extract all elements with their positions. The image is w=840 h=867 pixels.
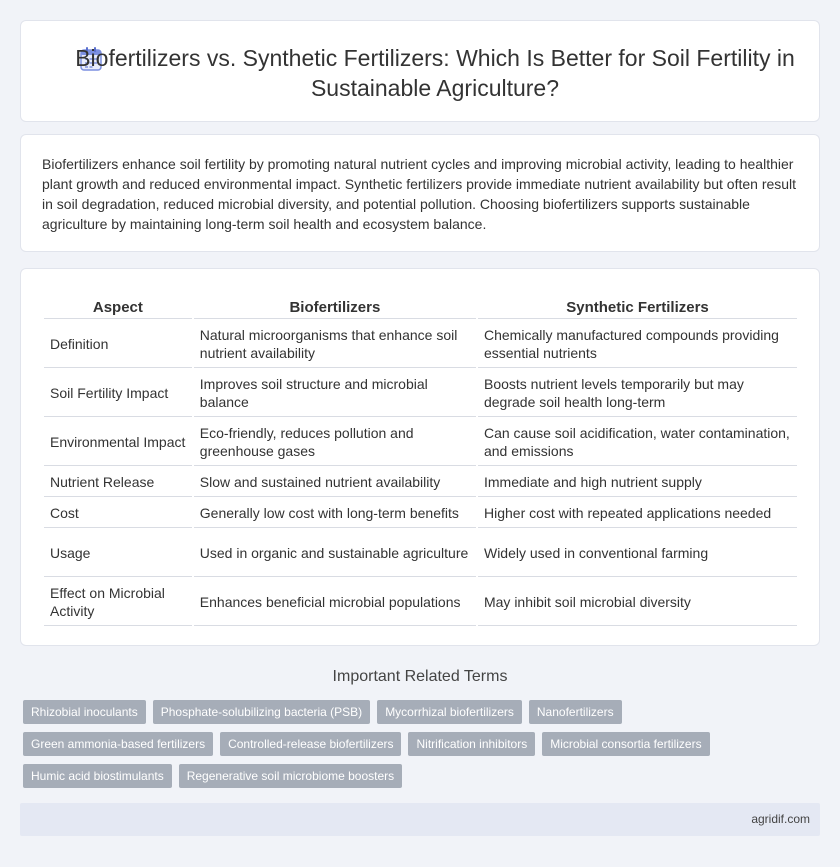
intro-paragraph: Biofertilizers enhance soil fertility by promoting natural nutrient cycles and improving microbial activity, leading to healthier plant growth and reduced environmental impact. Synthetic fertilizers provide immediate nutrient availability but often result in soil degradation, reduced microbial diversity, and potential pollution. Choosing biofertilizers supports sustainable agriculture by maintaining long-term soil health and ecosystem balance. xyxy=(42,156,797,232)
tag-row xyxy=(23,700,823,724)
cell-synthetic: Chemically manufactured compounds providing essential nutrients xyxy=(478,321,797,368)
table-header-row xyxy=(44,299,797,319)
table-row xyxy=(44,321,797,368)
cell-aspect: Soil Fertility Impact xyxy=(44,370,192,417)
cell-synthetic: May inhibit soil microbial diversity xyxy=(478,579,797,626)
title-card xyxy=(20,20,820,122)
tag-psb[interactable]: Phosphate-solubilizing bacteria (PSB) xyxy=(153,700,370,724)
footer xyxy=(20,803,820,836)
cell-bio: Slow and sustained nutrient availability xyxy=(194,468,476,497)
intro-card xyxy=(20,134,820,252)
cell-bio: Used in organic and sustainable agriculture xyxy=(194,530,476,577)
tag-row xyxy=(23,732,823,756)
cell-bio: Generally low cost with long-term benefits xyxy=(194,499,476,528)
tag-rhizobial-inoculants[interactable]: Rhizobial inoculants xyxy=(23,700,146,724)
cell-aspect: Nutrient Release xyxy=(44,468,192,497)
header-biofertilizers: Biofertilizers xyxy=(194,299,476,319)
related-terms-title: Important Related Terms xyxy=(332,668,508,685)
cell-bio: Eco-friendly, reduces pollution and greenhouse gases xyxy=(194,419,476,466)
table-row xyxy=(44,468,797,497)
cell-bio: Natural microorganisms that enhance soil nutrient availability xyxy=(194,321,476,368)
tag-mycorrhizal-biofertilizers[interactable]: Mycorrhizal biofertilizers xyxy=(377,700,522,724)
cell-aspect: Effect on Microbial Activity xyxy=(44,579,192,626)
tag-humic-acid[interactable]: Humic acid biostimulants xyxy=(23,764,172,788)
tag-nitrification-inhibitors[interactable]: Nitrification inhibitors xyxy=(408,732,535,756)
cell-aspect: Definition xyxy=(44,321,192,368)
table-row xyxy=(44,419,797,466)
cell-bio: Improves soil structure and microbial balance xyxy=(194,370,476,417)
tag-regenerative-microbiome[interactable]: Regenerative soil microbiome boosters xyxy=(179,764,402,788)
table-row xyxy=(44,370,797,417)
footer-site-link[interactable]: agridif.com xyxy=(751,812,810,826)
comparison-card xyxy=(20,268,820,646)
page-title: Biofertilizers vs. Synthetic Fertilizers: Which Is Better for Soil Fertility in Sustainable Agriculture? xyxy=(75,45,795,101)
cell-aspect: Usage xyxy=(44,530,192,577)
comparison-table xyxy=(42,297,799,628)
header-aspect: Aspect xyxy=(44,299,192,319)
tag-row xyxy=(23,764,823,788)
cell-synthetic: Can cause soil acidification, water contamination, and emissions xyxy=(478,419,797,466)
table-row xyxy=(44,499,797,528)
tag-nanofertilizers[interactable]: Nanofertilizers xyxy=(529,700,622,724)
cell-aspect: Environmental Impact xyxy=(44,419,192,466)
tag-controlled-release[interactable]: Controlled-release biofertilizers xyxy=(220,732,401,756)
tag-green-ammonia[interactable]: Green ammonia-based fertilizers xyxy=(23,732,213,756)
table-row xyxy=(44,579,797,626)
related-terms-tags xyxy=(23,700,823,796)
cell-synthetic: Boosts nutrient levels temporarily but may degrade soil health long-term xyxy=(478,370,797,417)
cell-synthetic: Immediate and high nutrient supply xyxy=(478,468,797,497)
table-row xyxy=(44,530,797,577)
tag-microbial-consortia[interactable]: Microbial consortia fertilizers xyxy=(542,732,709,756)
cell-aspect: Cost xyxy=(44,499,192,528)
cell-synthetic: Widely used in conventional farming xyxy=(478,530,797,577)
header-synthetic: Synthetic Fertilizers xyxy=(478,299,797,319)
cell-bio: Enhances beneficial microbial populations xyxy=(194,579,476,626)
cell-synthetic: Higher cost with repeated applications needed xyxy=(478,499,797,528)
